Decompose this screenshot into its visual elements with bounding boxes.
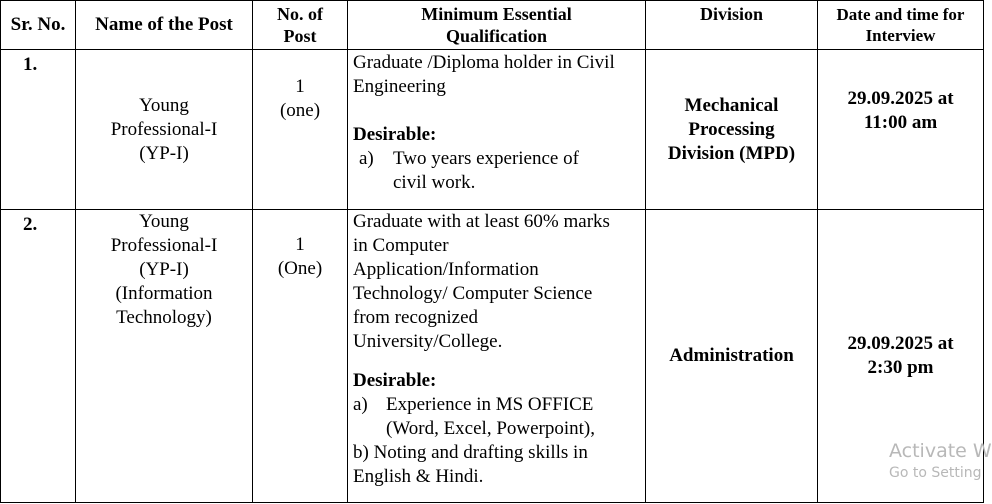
desirable-item-b-cont: English & Hindi. — [353, 466, 484, 487]
watermark-line-1: Activate W — [889, 440, 992, 462]
interview-date: 29.09.2025 at — [847, 333, 954, 354]
division-line: Processing — [688, 118, 775, 140]
post-name-line: Young — [139, 94, 189, 116]
essential-line: University/College. — [353, 331, 503, 352]
interview-time: 11:00 am — [863, 112, 938, 133]
post-name-line: Technology) — [116, 307, 212, 328]
post-count: 1 — [295, 234, 305, 255]
division-cell — [646, 50, 818, 210]
post-name-cell — [76, 210, 253, 503]
header-sr-no: Sr. No. — [1, 1, 76, 50]
watermark-line-2: Go to Setting — [889, 465, 982, 481]
post-name-line: Young — [139, 211, 189, 232]
desirable-item — [353, 147, 641, 195]
post-name-line: Professional-I — [110, 235, 218, 256]
post-count-cell — [253, 50, 348, 210]
division-cell — [646, 210, 818, 503]
essential-line: Technology/ Computer Science — [353, 283, 593, 304]
desirable-label: Desirable: — [353, 370, 437, 391]
post-name-line: (YP-I) — [139, 259, 189, 280]
essential-line: in Computer — [353, 235, 449, 256]
sr-number: 2. — [1, 210, 76, 503]
sr-number: 1. — [1, 50, 76, 210]
desirable-item-b: b) Noting and drafting skills in — [353, 442, 588, 463]
division-line: Mechanical — [684, 94, 779, 116]
header-date-time: Date and time for Interview — [818, 1, 984, 50]
essential-line: Graduate with at least 60% marks — [353, 211, 610, 232]
desirable-line: (Word, Excel, Powerpoint), — [386, 418, 595, 439]
desirable-line: Experience in MS OFFICE — [386, 394, 594, 415]
header-row — [1, 1, 984, 50]
post-name-cell — [76, 50, 253, 210]
header-division: Division — [646, 1, 818, 50]
post-count: 1 — [295, 76, 305, 97]
desirable-label: Desirable: — [353, 124, 437, 145]
header-qualification: Minimum Essential Qualification — [348, 1, 646, 50]
post-name-line: (YP-I) — [139, 142, 189, 164]
desirable-text — [386, 393, 595, 441]
post-count-cell — [253, 210, 348, 503]
essential-line: from recognized — [353, 307, 479, 328]
desirable-line: Two years experience of — [393, 148, 579, 169]
division-line: Division (MPD) — [667, 142, 796, 164]
division-name: Administration — [669, 345, 794, 366]
list-marker: a) — [359, 148, 374, 169]
post-name-line: (Information — [115, 283, 213, 304]
desirable-line: civil work. — [393, 172, 476, 193]
header-post-name: Name of the Post — [76, 1, 253, 50]
header-no-of-post: No. of Post — [253, 1, 348, 50]
activate-windows-watermark — [889, 440, 992, 483]
table-row — [1, 50, 984, 210]
table-row — [1, 210, 984, 503]
post-count-words: (One) — [277, 258, 323, 279]
post-count-words: (one) — [279, 100, 321, 121]
desirable-item — [353, 393, 641, 441]
essential-line: Application/Information — [353, 259, 539, 280]
interview-time: 2:30 pm — [867, 357, 934, 378]
interview-datetime-cell — [818, 50, 984, 210]
qualification-cell — [348, 210, 646, 503]
desirable-text — [393, 147, 579, 195]
list-marker: a) — [353, 394, 368, 415]
essential-line: Graduate /Diploma holder in Civil — [353, 52, 615, 73]
qualification-cell — [348, 50, 646, 210]
post-name-line: Professional-I — [110, 118, 218, 140]
interview-date: 29.09.2025 at — [847, 88, 954, 109]
essential-line: Engineering — [353, 76, 446, 97]
